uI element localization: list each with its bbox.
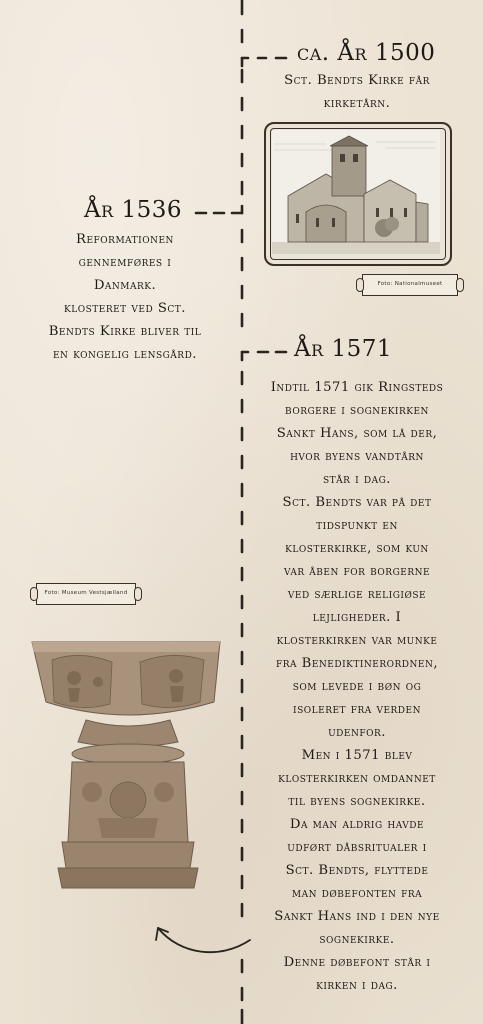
text-line: klosterkirken var munke [276, 633, 438, 648]
text-line: til byens sognekirke. [288, 794, 426, 809]
text-1500 [262, 69, 452, 115]
text-line: udenfor. [328, 725, 386, 740]
text-line: Men i 1571 blev [301, 748, 413, 763]
text-line: kirken i dag. [316, 978, 398, 993]
text-line: klosterkirken omdannet [278, 771, 436, 786]
baptismal-font-photo [28, 632, 228, 894]
connector-1500 [242, 58, 286, 66]
text-line: Denne døbefont står i [283, 955, 431, 970]
text-line: Danmark. [93, 278, 157, 293]
text-line: Indtil 1571 gik Ringsteds [270, 380, 444, 395]
church-illustration [266, 124, 446, 260]
church-photo-caption: Foto: Nationalmuseet [362, 274, 458, 296]
text-line: Bendts Kirke bliver til [48, 324, 202, 339]
text-line: ved særlige religiøse [287, 587, 427, 602]
text-line: Da man aldrig havde [289, 817, 425, 832]
text-line: en kongelig lensgård. [52, 347, 197, 362]
text-line: Sct. Bendts, flyttede [285, 863, 429, 878]
text-line: klosterkirke, som kun [285, 541, 429, 556]
text-line: Sct. Bendts var på det [282, 495, 432, 510]
text-line: fra Benediktinerordnen, [275, 656, 439, 671]
font-photo-caption: Foto: Museum Vestsjælland [36, 583, 136, 605]
text-line: man døbefonten fra [291, 886, 423, 901]
text-line: borgere i sognekirken [285, 403, 429, 418]
text-1536 [22, 228, 228, 366]
text-line: var åben for borgerne [283, 564, 431, 579]
heading-1536: År 1536 [84, 197, 183, 223]
text-line: Sankt Hans, som lå der, [276, 426, 438, 441]
text-1571 [250, 376, 464, 997]
text-line: som levede i bøn og [292, 679, 422, 694]
text-line: Reformationen [76, 232, 174, 247]
text-line: udført dåbsritualer i [287, 840, 427, 855]
text-line: gennemføres i [78, 255, 172, 270]
text-line: sognekirke. [319, 932, 395, 947]
text-line: står i dag. [323, 472, 391, 487]
text-line: isoleret fra verden [293, 702, 421, 717]
heading-1571: År 1571 [294, 336, 393, 362]
text-line: klosteret ved Sct. [64, 301, 186, 316]
text-line: lejligheder. I [312, 610, 402, 625]
text-line: kirketårn. [323, 96, 391, 111]
text-line: tidspunkt en [316, 518, 398, 533]
connector-1536 [196, 206, 242, 213]
connector-1571 [242, 352, 286, 360]
curved-arrow-icon [156, 928, 250, 952]
heading-1500: ca. År 1500 [297, 40, 436, 66]
church-photo [264, 122, 452, 266]
text-line: Sct. Bendts Kirke får [284, 73, 430, 88]
text-line: Sankt Hans ind i den nye [274, 909, 440, 924]
text-line: hvor byens vandtårn [290, 449, 424, 464]
